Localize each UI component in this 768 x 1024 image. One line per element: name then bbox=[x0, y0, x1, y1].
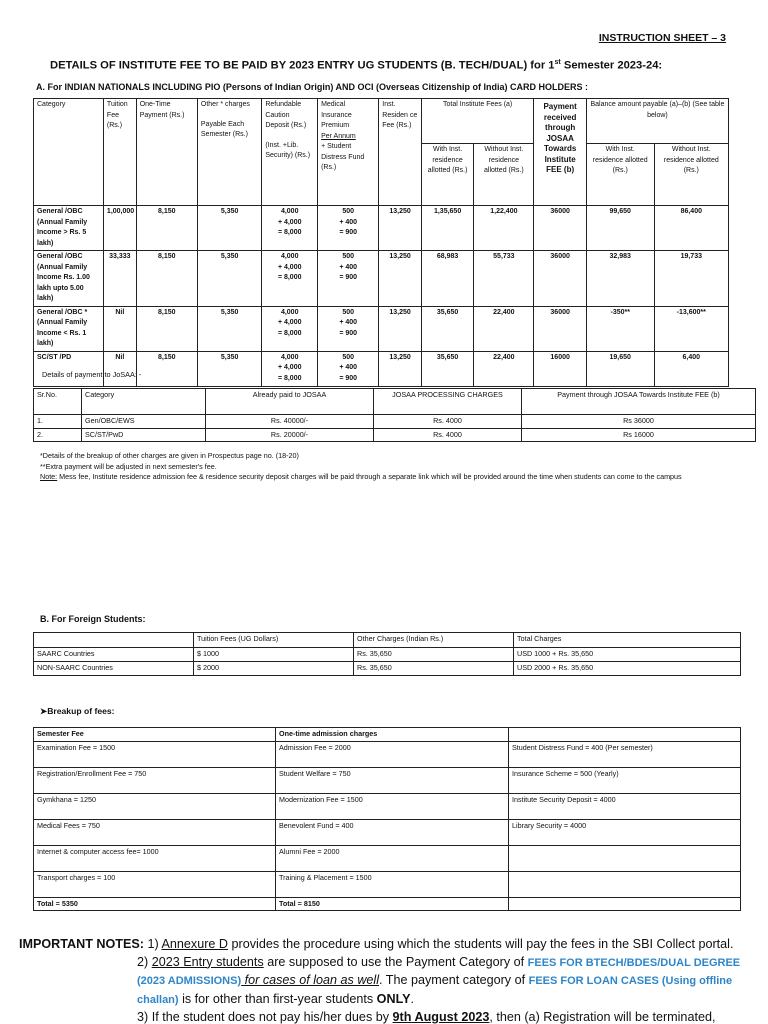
header-cell: Semester Fee bbox=[34, 728, 276, 742]
deposit-line: 4,000 bbox=[280, 308, 299, 316]
table-row bbox=[34, 306, 729, 351]
title-text: DETAILS OF INSTITUTE FEE TO BE PAID BY 2023 ENTRY UG STUDENTS (B. TECH/DUAL) for 1 bbox=[50, 59, 555, 72]
table-row bbox=[34, 767, 741, 793]
footnote-note bbox=[40, 472, 740, 483]
header-balance: Balance amount payable (a)–(b) (See table below) bbox=[586, 99, 728, 144]
medical-line: + 400 bbox=[339, 364, 358, 371]
total-without-cell: 55,733 bbox=[474, 251, 534, 307]
total-without-cell: 1,22,400 bbox=[474, 206, 534, 251]
header-refundable bbox=[262, 99, 318, 206]
deposit-line: = 8,000 bbox=[277, 229, 302, 236]
balance-with-cell: 99,650 bbox=[586, 206, 654, 251]
important-notes bbox=[19, 936, 764, 1024]
deposit-cell bbox=[262, 206, 318, 251]
table-cell: 1. bbox=[34, 415, 82, 429]
note-2-text-3: is for other than first-year students bbox=[178, 991, 377, 1006]
balance-without-cell: 6,400 bbox=[654, 351, 728, 386]
deposit-cell bbox=[262, 251, 318, 307]
table-cell: $ 2000 bbox=[194, 662, 354, 676]
header-total-without: Without Inst. residence allotted (Rs.) bbox=[474, 144, 534, 206]
medical-cell bbox=[318, 206, 379, 251]
deposit-line: + 4,000 bbox=[277, 263, 302, 271]
header-total: Total Institute Fees (a) bbox=[421, 99, 534, 144]
foreign-students-table bbox=[33, 632, 741, 676]
total-without-cell: 22,400 bbox=[474, 306, 534, 351]
josaa-payment-cell: 36000 bbox=[534, 206, 586, 251]
note-label: Note: bbox=[40, 472, 58, 482]
header-cell: Payment through JOSAA Towards Institute FEE (b) bbox=[522, 389, 756, 415]
deposit-line: = 8,000 bbox=[277, 274, 302, 281]
table-cell: Registration/Enrollment Fee = 750 bbox=[34, 767, 276, 793]
table-row bbox=[34, 351, 729, 386]
deposit-line: 4,000 bbox=[280, 353, 299, 361]
header-cell bbox=[509, 728, 741, 742]
footnote-2: **Extra payment will be adjusted in next semester's fee. bbox=[40, 461, 217, 471]
note-2-text: are supposed to use the Payment Category of bbox=[263, 954, 528, 969]
one-time-cell: 8,150 bbox=[136, 306, 197, 351]
tuition-cell: Nil bbox=[103, 306, 136, 351]
josaa-payment-cell: 16000 bbox=[534, 351, 586, 386]
footnotes bbox=[40, 451, 740, 483]
josaa-payment-cell: 36000 bbox=[534, 306, 586, 351]
table-cell: $ 1000 bbox=[194, 648, 354, 662]
table-cell: 2. bbox=[34, 428, 82, 442]
table-row bbox=[34, 793, 741, 819]
header-row bbox=[34, 389, 756, 415]
header-tuition: Tuition Fee (Rs.) bbox=[103, 99, 136, 206]
table-cell: Training & Placement = 1500 bbox=[276, 871, 509, 897]
balance-without-cell: 86,400 bbox=[654, 206, 728, 251]
note-2-only: ONLY bbox=[376, 991, 411, 1006]
medical-line: 500 bbox=[342, 253, 355, 260]
header-row bbox=[34, 728, 741, 742]
table-cell: Library Security = 4000 bbox=[509, 819, 741, 845]
header-balance-without: Without Inst. residence allotted (Rs.) bbox=[654, 144, 728, 206]
deposit-line: + 4,000 bbox=[277, 218, 302, 226]
medical-line: = 900 bbox=[339, 229, 358, 236]
note-2 bbox=[19, 954, 764, 1010]
table-cell: SC/ST/PwD bbox=[82, 428, 206, 442]
section-a-heading: A. For INDIAN NATIONALS INCLUDING PIO (Persons of Indian Origin) AND OCI (Overseas Citizenship of India) CARD HOLDERS : bbox=[36, 82, 589, 92]
note-text: Mess fee, Institute residence admission fee & residence security deposit charges will be paid through a separate link which will be provided around the time when students can come to the campus bbox=[57, 472, 682, 482]
category-cell: General /OBC * (Annual Family Income < Rs. 1 lakh) bbox=[34, 306, 104, 351]
title-text-end: Semester 2023-24: bbox=[560, 59, 663, 72]
payment-category-loan: FEES FOR LOAN CASES (Using offline challan) bbox=[137, 975, 733, 1006]
table-row bbox=[34, 251, 729, 307]
medical-line: 500 bbox=[342, 208, 355, 215]
residence-cell: 13,250 bbox=[379, 206, 422, 251]
table-cell: Modernization Fee = 1500 bbox=[276, 793, 509, 819]
header-other-line1: Other * charges bbox=[200, 101, 250, 108]
table-cell: Rs 16000 bbox=[522, 428, 756, 442]
tuition-cell: Nil bbox=[103, 351, 136, 386]
total-with-cell: 68,983 bbox=[421, 251, 473, 307]
medical-line: = 900 bbox=[339, 274, 358, 281]
table-cell: Student Distress Fund = 400 (Per semester) bbox=[509, 741, 741, 767]
table-cell: Gymkhana = 1250 bbox=[34, 793, 276, 819]
balance-with-cell: 32,983 bbox=[586, 251, 654, 307]
note-3-text-end: , then (a) Registration will be terminated, bbox=[489, 1010, 716, 1024]
note-1 bbox=[19, 936, 764, 954]
table-cell: USD 2000 + Rs. 35,650 bbox=[514, 662, 741, 676]
total-cell: Total = 5350 bbox=[34, 897, 276, 911]
category-cell: General /OBC (Annual Family Income > Rs. 5 lakh) bbox=[34, 206, 104, 251]
table-row bbox=[34, 871, 741, 897]
header-row bbox=[34, 633, 741, 648]
table-cell: Insurance Scheme = 500 (Yearly) bbox=[509, 767, 741, 793]
table-row bbox=[34, 819, 741, 845]
table-cell: Rs. 40000/- bbox=[206, 415, 374, 429]
medical-line: 500 bbox=[342, 308, 355, 316]
header-cell: Other Charges (Indian Rs.) bbox=[354, 633, 514, 648]
table-cell: Student Welfare = 750 bbox=[276, 767, 509, 793]
header-refundable-line1: Refundable Caution Deposit (Rs.) bbox=[265, 101, 307, 129]
residence-cell: 13,250 bbox=[379, 351, 422, 386]
footnote-1: *Details of the breakup of other charges are given in Prospectus page no. (18-20) bbox=[40, 451, 299, 460]
table-cell: Alumni Fee = 2000 bbox=[276, 845, 509, 871]
header-balance-with: With Inst. residence allotted (Rs.) bbox=[586, 144, 654, 206]
payment-category-btech: FEES FOR BTECH/BDES/DUAL DEGREE (2023 ADMISSIONS) bbox=[137, 956, 741, 987]
header-refundable-line2: (Inst. +Lib. Security) (Rs.) bbox=[265, 141, 311, 159]
note-2-text-2: . The payment category of bbox=[379, 973, 529, 987]
annexure-d-link[interactable]: Annexure D bbox=[161, 937, 229, 951]
breakup-heading: ➤Breakup of fees: bbox=[40, 706, 115, 716]
table-cell: USD 1000 + Rs. 35,650 bbox=[514, 648, 741, 662]
table-cell: Benevolent Fund = 400 bbox=[276, 819, 509, 845]
deposit-cell bbox=[262, 306, 318, 351]
table-cell: Rs. 35,650 bbox=[354, 662, 514, 676]
table-row bbox=[34, 741, 741, 767]
header-residence: Inst. Residen ce Fee (Rs.) bbox=[379, 99, 422, 206]
other-charges-cell: 5,350 bbox=[197, 206, 261, 251]
title-sup: st bbox=[554, 59, 561, 66]
header-one-time: One-Time Payment (Rs.) bbox=[136, 99, 197, 206]
header-medical-line1: Medical Insurance Premium bbox=[321, 101, 352, 129]
medical-line: + 400 bbox=[339, 263, 358, 271]
header-cell: Tuition Fees (UG Dollars) bbox=[194, 633, 354, 648]
category-cell: SC/ST /PD bbox=[34, 351, 104, 386]
other-charges-cell: 5,350 bbox=[197, 351, 261, 386]
header-category: Category bbox=[34, 99, 104, 206]
medical-line: + 400 bbox=[339, 218, 358, 226]
josaa-table bbox=[33, 388, 756, 442]
balance-without-cell: -13,600** bbox=[654, 306, 728, 351]
table-row bbox=[34, 415, 756, 429]
other-charges-cell: 5,350 bbox=[197, 251, 261, 307]
total-with-cell: 35,650 bbox=[421, 306, 473, 351]
josaa-label: Details of payment to JoSAA: - bbox=[42, 370, 142, 379]
residence-cell: 13,250 bbox=[379, 251, 422, 307]
note-2-italic: for cases of loan as well bbox=[241, 973, 380, 987]
header-medical-line2: + Student Distress Fund (Rs.) bbox=[321, 143, 365, 171]
balance-with-cell: -350** bbox=[586, 306, 654, 351]
category-cell: General /OBC (Annual Family Income Rs. 1.00 lakh upto 5.00 lakh) bbox=[34, 251, 104, 307]
table-cell: Rs. 35,650 bbox=[354, 648, 514, 662]
table-cell: Medical Fees = 750 bbox=[34, 819, 276, 845]
header-medical bbox=[318, 99, 379, 206]
total-without-cell: 22,400 bbox=[474, 351, 534, 386]
deposit-cell bbox=[262, 351, 318, 386]
total-with-cell: 35,650 bbox=[421, 351, 473, 386]
total-row bbox=[34, 897, 741, 911]
other-charges-cell: 5,350 bbox=[197, 306, 261, 351]
note-2-num: 2) bbox=[137, 954, 152, 969]
table-cell: Internet & computer access fee= 1000 bbox=[34, 845, 276, 871]
header-cell: Category bbox=[82, 389, 206, 415]
residence-cell: 13,250 bbox=[379, 306, 422, 351]
deposit-line: 4,000 bbox=[280, 208, 299, 215]
header-cell: Already paid to JOSAA bbox=[206, 389, 374, 415]
note-3 bbox=[19, 1009, 764, 1024]
table-cell: NON-SAARC Countries bbox=[34, 662, 194, 676]
tuition-cell: 33,333 bbox=[103, 251, 136, 307]
deposit-line: + 4,000 bbox=[277, 319, 302, 326]
header-cell: Total Charges bbox=[514, 633, 741, 648]
header-cell: Sr.No. bbox=[34, 389, 82, 415]
page-title bbox=[50, 59, 662, 72]
indian-fee-table bbox=[33, 98, 729, 387]
table-cell: Transport charges = 100 bbox=[34, 871, 276, 897]
table-row bbox=[34, 428, 756, 442]
balance-with-cell: 19,650 bbox=[586, 351, 654, 386]
deposit-line: + 4,000 bbox=[277, 364, 302, 371]
header-cell: One-time admission charges bbox=[276, 728, 509, 742]
table-cell: Examination Fee = 1500 bbox=[34, 741, 276, 767]
tuition-cell: 1,00,000 bbox=[103, 206, 136, 251]
medical-line: + 400 bbox=[339, 319, 358, 326]
note-3-deadline: 9th August 2023 bbox=[392, 1010, 490, 1024]
table-cell: Admission Fee = 2000 bbox=[276, 741, 509, 767]
josaa-payment-cell: 36000 bbox=[534, 251, 586, 307]
header-medical-per-annum: Per Annum bbox=[321, 132, 356, 140]
header-other-line2: Payable Each Semester (Rs.) bbox=[200, 120, 248, 138]
header-josaa: Payment received through JOSAA Towards Institute FEE (b) bbox=[534, 99, 586, 206]
medical-line: = 900 bbox=[339, 329, 358, 337]
table-cell: Rs. 20000/- bbox=[206, 428, 374, 442]
deposit-line: = 8,000 bbox=[277, 374, 302, 382]
note-1-num: 1) bbox=[144, 937, 162, 951]
note-2-end: . bbox=[410, 991, 414, 1006]
total-cell bbox=[509, 897, 741, 911]
one-time-cell: 8,150 bbox=[136, 206, 197, 251]
header-cell: JOSAA PROCESSING CHARGES bbox=[374, 389, 522, 415]
one-time-cell: 8,150 bbox=[136, 251, 197, 307]
medical-line: = 900 bbox=[339, 374, 358, 382]
deposit-line: = 8,000 bbox=[277, 329, 302, 337]
total-cell: Total = 8150 bbox=[276, 897, 509, 911]
header-total-with: With Inst. residence allotted (Rs.) bbox=[421, 144, 473, 206]
notes-label: IMPORTANT NOTES: bbox=[19, 937, 144, 951]
table-cell: Gen/OBC/EWS bbox=[82, 415, 206, 429]
medical-line: 500 bbox=[342, 353, 355, 361]
balance-without-cell: 19,733 bbox=[654, 251, 728, 307]
table-cell bbox=[509, 845, 741, 871]
header-other bbox=[197, 99, 261, 206]
header-cell bbox=[34, 633, 194, 648]
deposit-line: 4,000 bbox=[280, 253, 299, 260]
table-cell: Rs. 4000 bbox=[374, 428, 522, 442]
table-cell: SAARC Countries bbox=[34, 648, 194, 662]
table-cell: Rs. 4000 bbox=[374, 415, 522, 429]
medical-cell bbox=[318, 251, 379, 307]
note-1-text: provides the procedure using which the students will pay the fees in the SBI Collect portal. bbox=[228, 937, 734, 951]
table-row bbox=[34, 648, 741, 662]
table-row bbox=[34, 206, 729, 251]
medical-cell bbox=[318, 351, 379, 386]
breakup-table bbox=[33, 727, 741, 911]
table-row bbox=[34, 662, 741, 676]
note-2-underlined: 2023 Entry students bbox=[151, 954, 264, 969]
table-cell bbox=[509, 871, 741, 897]
medical-cell bbox=[318, 306, 379, 351]
note-3-text: 3) If the student does not pay his/her dues by bbox=[137, 1010, 393, 1024]
table-cell: Rs 36000 bbox=[522, 415, 756, 429]
instruction-sheet-label: INSTRUCTION SHEET – 3 bbox=[598, 32, 726, 44]
section-b-heading: B. For Foreign Students: bbox=[40, 614, 146, 624]
table-cell: Institute Security Deposit = 4000 bbox=[509, 793, 741, 819]
table-row bbox=[34, 845, 741, 871]
total-with-cell: 1,35,650 bbox=[421, 206, 473, 251]
one-time-cell: 8,150 bbox=[136, 351, 197, 386]
